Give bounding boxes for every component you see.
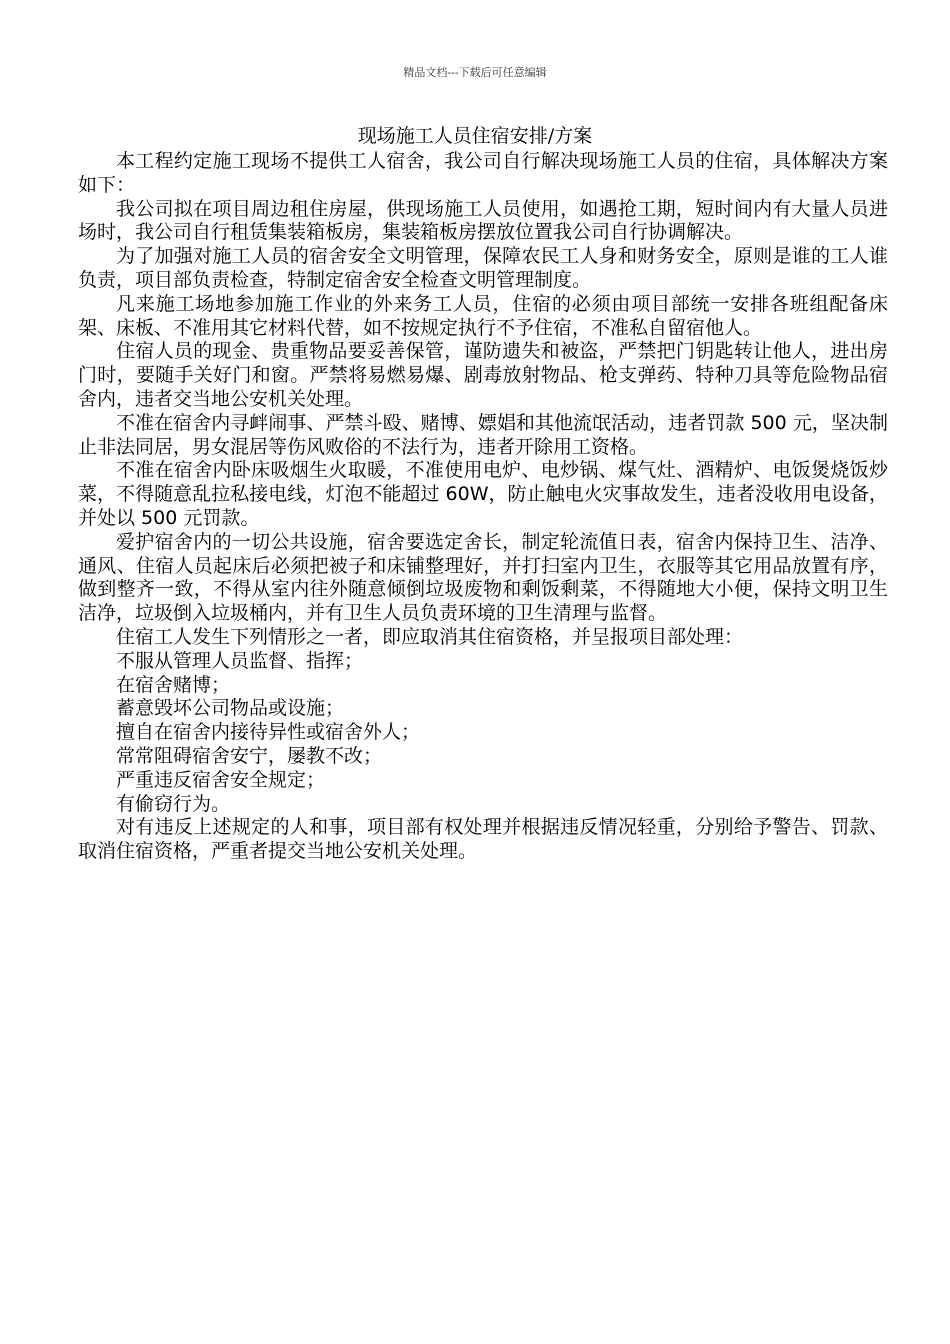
header-note: 精品文档---下载后可任意编辑 bbox=[403, 66, 547, 79]
paragraph: 凡来施工场地参加施工作业的外来务工人员，住宿的必须由项目部统一安排各班组配备床架、床板、不准用其它材料代替，如不按规定执行不予住宿，不准私自留宿他人。 bbox=[78, 292, 888, 339]
list-item: 常常阻碍宿舍安宁，屡教不改； bbox=[116, 744, 383, 767]
list-item: 蓄意毁坏公司物品或设施； bbox=[116, 697, 345, 720]
list-item: 严重违反宿舍安全规定； bbox=[116, 768, 326, 791]
paragraph: 爱护宿舍内的一切公共设施，宿舍要选定舍长，制定轮流值日表，宿舍内保持卫生、洁净、通风、住宿人员起床后必须把被子和床铺整理好，并打扫室内卫生，衣服等其它用品放置有序，做到整齐一致，不得从室内往外随意倾倒垃圾废物和剩饭剩菜，不得随地大小便，保持文明卫生洁净，垃圾倒入垃圾桶内，并有卫生人员负责环境的卫生清理与监督。 bbox=[78, 530, 888, 625]
paragraph: 不准在宿舍内卧床吸烟生火取暖，不准使用电炉、电炒锅、煤气灶、酒精炉、电饭煲烧饭炒菜，不得随意乱拉私接电线，灯泡不能超过 60W，防止触电火灾事故发生，违者没收用电设备，并处以 500 元罚款。 bbox=[78, 459, 888, 529]
list-item: 有偷窃行为。 bbox=[116, 792, 231, 815]
paragraph: 住宿工人发生下列情形之一者，即应取消其住宿资格，并呈报项目部处理： bbox=[116, 625, 744, 648]
paragraph: 不准在宿舍内寻衅闹事、严禁斗殴、赌博、嫖娼和其他流氓活动，违者罚款 500 元，坚决制止非法同居，男女混居等伤风败俗的不法行为，违者开除用工资格。 bbox=[78, 411, 888, 458]
paragraph: 我公司拟在项目周边租住房屋，供现场施工人员使用，如遇抢工期，短时间内有大量人员进场时，我公司自行租赁集装箱板房，集装箱板房摆放位置我公司自行协调解决。 bbox=[78, 197, 888, 244]
paragraph: 为了加强对施工人员的宿舍安全文明管理，保障农民工人身和财务安全，原则是谁的工人谁负责，项目部负责检查，特制定宿舍安全检查文明管理制度。 bbox=[78, 245, 888, 291]
paragraph: 对有违反上述规定的人和事，项目部有权处理并根据违反情况轻重，分别给予警告、罚款、取消住宿资格，严重者提交当地公安机关处理。 bbox=[78, 816, 888, 863]
document-title: 现场施工人员住宿安排/方案 bbox=[357, 125, 593, 147]
list-item: 在宿舍赌博； bbox=[116, 673, 231, 696]
document-body bbox=[78, 150, 888, 864]
list-item: 擅自在宿舍内接待异性或宿舍外人； bbox=[116, 721, 421, 744]
list-item: 不服从管理人员监督、指挥； bbox=[116, 649, 364, 672]
paragraph: 本工程约定施工现场不提供工人宿舍，我公司自行解决现场施工人员的住宿，具体解决方案如下： bbox=[78, 150, 888, 196]
paragraph: 住宿人员的现金、贵重物品要妥善保管，谨防遗失和被盗，严禁把门钥匙转让他人，进出房门时，要随手关好门和窗。严禁将易燃易爆、剧毒放射物品、枪支弹药、特种刀具等危险物品宿舍内，违者交当地公安机关处理。 bbox=[78, 340, 888, 410]
